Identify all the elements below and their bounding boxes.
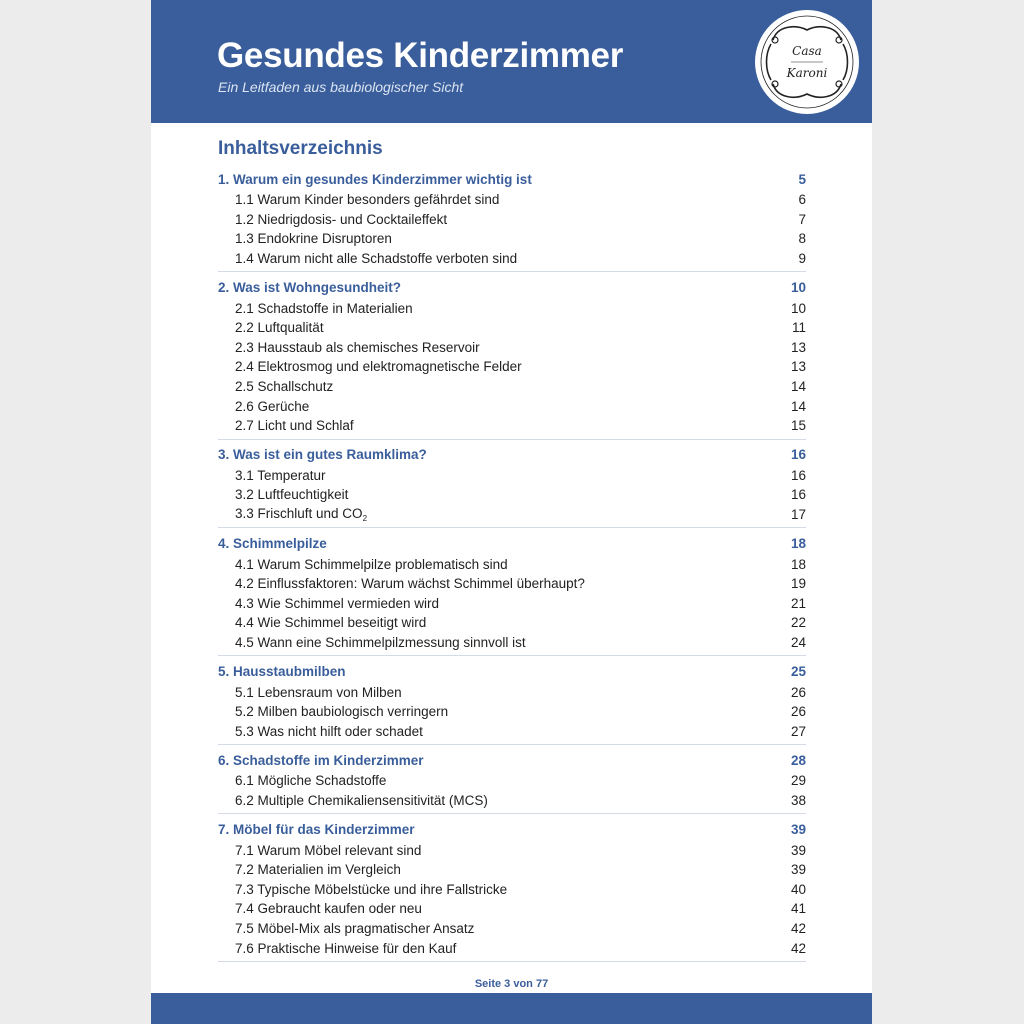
toc-chapter [218,168,806,272]
toc-section-entry[interactable] [218,229,806,249]
toc-chapter [218,444,806,529]
toc-section-entry[interactable] [218,554,806,574]
toc-section-entry[interactable] [218,485,806,505]
toc-section-page: 17 [790,507,806,523]
page-number-label: Seite 3 von 77 [474,978,549,990]
toc-section-title-wrap [235,941,456,956]
toc-section-title: 4.3 Wie Schimmel vermieden wird [235,595,440,611]
toc-chapter [218,660,806,745]
toc-section-title-wrap [235,231,392,246]
toc-section-page: 16 [790,487,806,503]
toc-section-title-wrap [235,251,517,266]
toc-section-entry[interactable] [218,633,806,653]
toc-section-page: 16 [790,467,806,483]
table-of-contents [218,168,806,966]
toc-section-title: 3.1 Temperatur [235,467,326,483]
toc-section-entry[interactable] [218,594,806,614]
toc-section-title: 4.2 Einflussfaktoren: Warum wächst Schimmel überhaupt? [235,576,585,592]
toc-section-entry[interactable] [218,377,806,397]
toc-section-title: 2.4 Elektrosmog und elektromagnetische Felder [235,359,522,375]
toc-section-page: 14 [790,379,806,395]
toc-section-title: 1.4 Warum nicht alle Schadstoffe verboten sind [235,251,518,267]
toc-section-entry[interactable] [218,357,806,377]
toc-section-title-wrap [235,615,426,630]
toc-chapter-title: 5. Hausstaubmilben [218,663,346,679]
toc-section-title-wrap [235,506,367,523]
toc-section-page: 18 [790,556,806,572]
footer-bar [151,993,872,1024]
toc-chapter [218,532,806,656]
toc-section-title: 2.3 Hausstaub als chemisches Reservoir [235,339,480,355]
toc-section-title-wrap [235,359,522,374]
toc-chapter-title: 1. Warum ein gesundes Kinderzimmer wichtig ist [218,171,532,187]
toc-section-title-wrap [235,921,474,936]
toc-section-page: 22 [790,615,806,631]
toc-section-subscript: 2 [362,514,368,524]
toc-section-page: 39 [790,842,806,858]
toc-section-title: 5.1 Lebensraum von Milben [235,684,402,700]
toc-section-entry[interactable] [218,840,806,860]
toc-section-page: 41 [790,901,806,917]
toc-chapter-entry[interactable] [218,168,806,190]
toc-section-title-wrap [235,704,448,719]
toc-section-title-wrap [235,379,333,394]
toc-section-page: 13 [790,339,806,355]
toc-heading: Inhaltsverzeichnis [218,138,383,159]
toc-section-entry[interactable] [218,682,806,702]
toc-chapter-page: 18 [790,535,806,551]
toc-section-entry[interactable] [218,505,806,525]
toc-section-title-wrap [235,901,422,916]
document-page [151,0,872,1024]
toc-chapter-entry[interactable] [218,818,806,840]
toc-section-page: 42 [790,920,806,936]
toc-section-title: 1.2 Niedrigdosis- und Cocktaileffekt [235,211,448,227]
toc-section-title: 3.3 Frischluft und CO [235,506,363,522]
toc-chapter-title: 4. Schimmelpilze [218,535,327,551]
toc-section-title-wrap [235,724,423,739]
logo-text-karoni: Karoni [786,66,828,80]
toc-chapter-title: 6. Schadstoffe im Kinderzimmer [218,752,424,768]
toc-section-entry[interactable] [218,791,806,811]
toc-section-entry[interactable] [218,702,806,722]
toc-chapter [218,749,806,814]
toc-section-title: 2.7 Licht und Schlaf [235,418,354,434]
toc-section-title: 4.4 Wie Schimmel beseitigt wird [235,615,427,631]
toc-section-entry[interactable] [218,899,806,919]
toc-section-page: 6 [798,192,806,208]
toc-section-page: 14 [790,398,806,414]
toc-section-page: 27 [790,723,806,739]
toc-section-entry[interactable] [218,210,806,230]
header-banner [151,0,872,123]
toc-section-entry[interactable] [218,249,806,269]
toc-section-entry[interactable] [218,919,806,939]
toc-section-title-wrap [235,212,447,227]
toc-section-title-wrap [235,793,488,808]
toc-chapter-page: 16 [790,447,806,463]
toc-section-page: 26 [790,704,806,720]
toc-section-page: 39 [790,862,806,878]
toc-chapter-entry[interactable] [218,749,806,771]
toc-section-entry[interactable] [218,574,806,594]
toc-section-title: 7.5 Möbel-Mix als pragmatischer Ansatz [235,920,475,936]
toc-section-title-wrap [235,843,421,858]
toc-section-page: 19 [790,576,806,592]
toc-section-title: 7.6 Praktische Hinweise für den Kauf [235,940,457,956]
toc-section-title: 5.3 Was nicht hilft oder schadet [235,723,423,739]
toc-section-page: 7 [798,211,806,227]
toc-section-page: 11 [791,320,806,336]
toc-chapter-title: 2. Was ist Wohngesundheit? [218,279,402,295]
casa-karoni-logo [755,10,859,114]
toc-chapter-entry[interactable] [218,276,806,298]
toc-section-page: 9 [798,251,806,267]
toc-section-entry[interactable] [218,860,806,880]
toc-section-page: 24 [790,634,806,650]
toc-section-title: 1.1 Warum Kinder besonders gefährdet sind [235,192,500,208]
toc-section-title-wrap [235,301,413,316]
toc-section-entry[interactable] [218,613,806,633]
toc-section-title-wrap [235,635,526,650]
toc-section-title: 3.2 Luftfeuchtigkeit [235,487,349,503]
toc-section-page: 29 [790,773,806,789]
toc-chapter-page: 25 [790,663,806,679]
toc-section-title: 7.4 Gebraucht kaufen oder neu [235,901,422,917]
toc-section-title-wrap [235,487,348,502]
toc-section-title: 4.1 Warum Schimmelpilze problematisch sind [235,556,508,572]
toc-section-page: 40 [790,881,806,897]
toc-section-page: 8 [798,231,806,247]
toc-chapter [218,818,806,962]
logo-ornament-icon [755,10,859,114]
toc-section-page: 15 [790,418,806,434]
toc-chapter-page: 10 [790,279,806,295]
toc-section-title: 2.1 Schadstoffe in Materialien [235,300,413,316]
toc-section-title: 6.2 Multiple Chemikaliensensitivität (MCS) [235,792,488,808]
toc-section-page: 42 [790,940,806,956]
toc-section-title: 7.2 Materialien im Vergleich [235,862,401,878]
toc-section-title: 7.3 Typische Möbelstücke und ihre Fallstricke [235,881,508,897]
toc-section-entry[interactable] [218,879,806,899]
toc-chapter-page: 28 [790,752,806,768]
toc-chapter-entry[interactable] [218,660,806,682]
document-title: Gesundes Kinderzimmer [217,36,624,75]
toc-section-title: 7.1 Warum Möbel relevant sind [235,842,422,858]
toc-section-entry[interactable] [218,771,806,791]
toc-section-title-wrap [235,192,499,207]
toc-section-title: 2.5 Schallschutz [235,379,334,395]
toc-section-entry[interactable] [218,721,806,741]
toc-section-entry[interactable] [218,338,806,358]
toc-section-title-wrap [235,418,354,433]
toc-section-title-wrap [235,468,326,483]
toc-section-page: 38 [790,792,806,808]
toc-section-page: 13 [790,359,806,375]
toc-section-title-wrap [235,685,402,700]
toc-section-title-wrap [235,882,507,897]
toc-section-title: 2.2 Luftqualität [235,320,324,336]
toc-section-title-wrap [235,557,508,572]
toc-section-title-wrap [235,862,401,877]
toc-section-entry[interactable] [218,466,806,486]
toc-section-entry[interactable] [218,318,806,338]
toc-section-entry[interactable] [218,938,806,958]
toc-section-title-wrap [235,399,309,414]
toc-chapter-title: 3. Was ist ein gutes Raumklima? [218,447,427,463]
logo-text-casa: Casa [792,44,822,58]
toc-chapter-page: 5 [798,171,806,187]
toc-section-page: 26 [790,684,806,700]
toc-section-title: 2.6 Gerüche [235,398,310,414]
toc-chapter-title: 7. Möbel für das Kinderzimmer [218,821,415,837]
toc-section-entry[interactable] [218,416,806,436]
toc-chapter [218,276,806,439]
toc-section-page: 10 [790,300,806,316]
toc-section-title: 6.1 Mögliche Schadstoffe [235,773,387,789]
toc-section-title-wrap [235,320,324,335]
toc-section-entry[interactable] [218,298,806,318]
toc-chapter-entry[interactable] [218,444,806,466]
toc-section-title-wrap [235,773,386,788]
toc-section-title: 1.3 Endokrine Disruptoren [235,231,392,247]
toc-chapter-entry[interactable] [218,532,806,554]
toc-section-title-wrap [235,576,585,591]
toc-section-title-wrap [235,340,480,355]
toc-section-title-wrap [235,596,439,611]
toc-section-page: 21 [790,595,806,611]
toc-section-title: 5.2 Milben baubiologisch verringern [235,704,449,720]
toc-section-entry[interactable] [218,190,806,210]
document-subtitle: Ein Leitfaden aus baubiologischer Sicht [218,79,464,95]
toc-chapter-page: 39 [790,821,806,837]
toc-section-entry[interactable] [218,396,806,416]
toc-section-title: 4.5 Wann eine Schimmelpilzmessung sinnvoll ist [235,634,526,650]
